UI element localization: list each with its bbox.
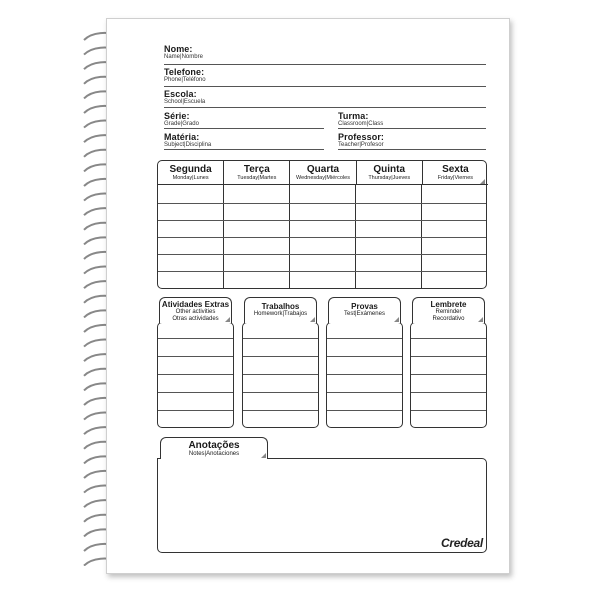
school-field-label: Escola: School|Escuela [164,89,206,105]
schedule-row-line[interactable] [158,220,486,221]
grade-field-label: Série: Grade|Grado [164,111,199,127]
phone-field-label: Telefone: Phone|Teléfono [164,67,206,83]
subject-field-label: Matéria: Subject|Disciplina [164,132,212,148]
homework-box [242,322,319,428]
weekly-schedule-table [157,160,487,289]
schedule-header [158,161,488,185]
reminder-box [410,322,487,428]
homework-tab: Trabalhos Homework|Trabajos [244,297,317,323]
name-line[interactable] [164,64,486,65]
teacher-line[interactable] [338,149,486,150]
classroom-field-label: Turma: Classroom|Class [338,111,384,127]
day-monday: Segunda Monday|Lunes [158,161,224,184]
notes-tab: Anotações Notes|Anotaciones [160,437,268,459]
classroom-line[interactable] [338,128,486,129]
notes-area[interactable] [157,458,487,553]
teacher-field-label: Professor: Teacher|Profesor [338,132,385,148]
schedule-row-line[interactable] [158,237,486,238]
day-wednesday: Quarta Wednesday|Miércoles [290,161,356,184]
brand-logo: Credeal [441,536,483,550]
extra-activities-tab: Atividades Extras Other activities Otras actividades [159,297,232,323]
tests-tab: Provas Test|Exámenes [328,297,401,323]
grade-line[interactable] [164,128,324,129]
reminder-tab: Lembrete Reminder Recordativo [412,297,485,323]
school-line[interactable] [164,107,486,108]
schedule-row-line[interactable] [158,203,486,204]
phone-line[interactable] [164,86,486,87]
day-thursday: Quinta Thursday|Jueves [357,161,423,184]
tests-box [326,322,403,428]
header-fold-corner [480,179,485,184]
schedule-row-line[interactable] [158,271,486,272]
day-friday: Sexta Friday|Viernes [437,164,474,181]
subject-line[interactable] [164,149,324,150]
day-tuesday: Terça Tuesday|Martes [224,161,290,184]
schedule-row-line[interactable] [158,254,486,255]
name-field-label: Nome: Name|Nombre [164,44,203,60]
extra-activities-box [157,322,234,428]
